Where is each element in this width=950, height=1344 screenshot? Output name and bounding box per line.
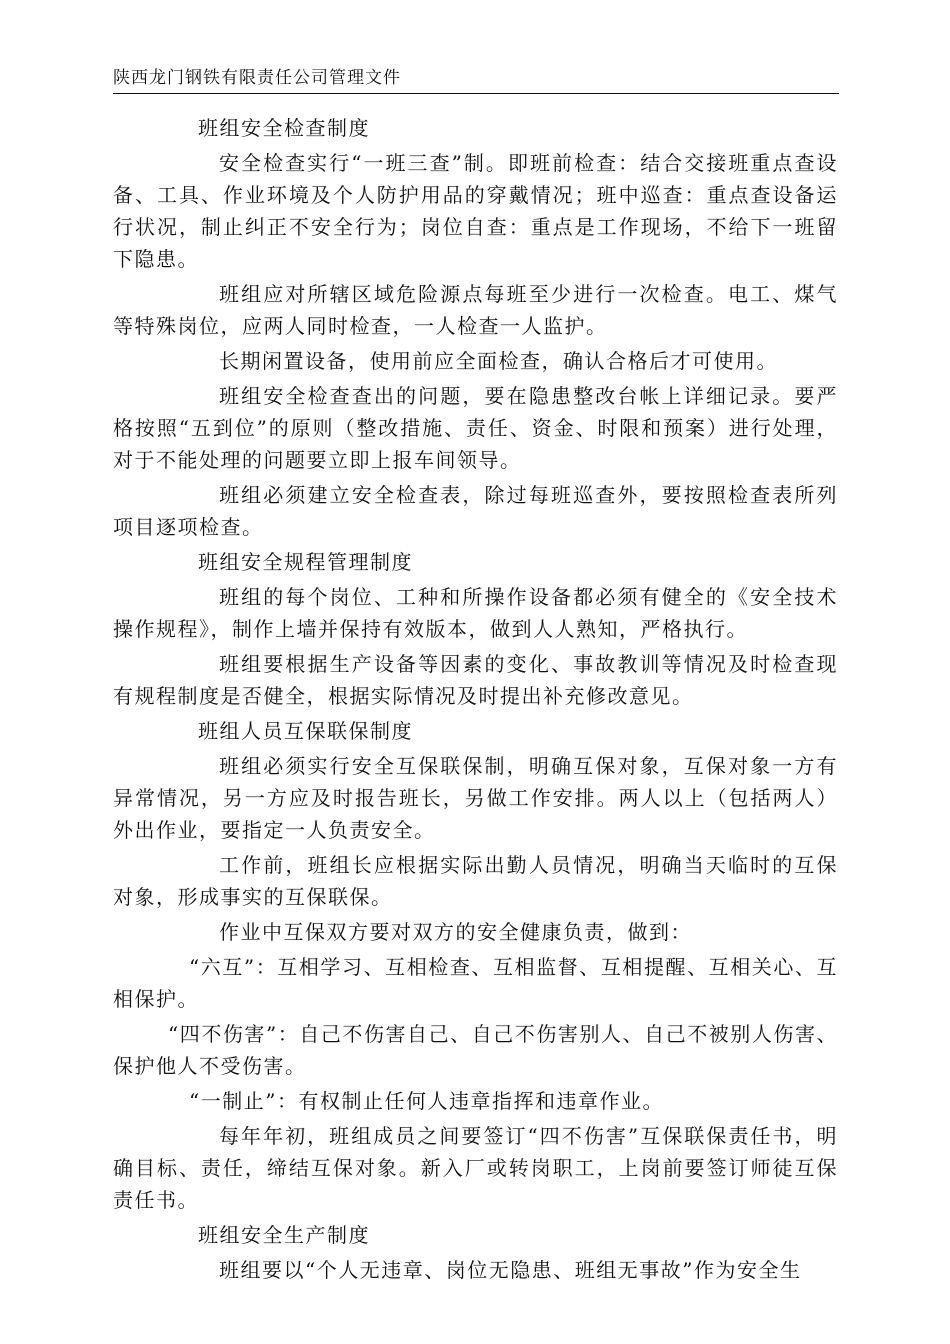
paragraph: 长期闲置设备，使用前应全面检查，确认合格后才可使用。 (219, 349, 778, 373)
paragraph: 班组安全检查查出的问题，要在隐患整改台帐上详细记录。要严格按照“五到位”的原则（整改措施、责任、资金、时限和预案）进行处理，对于不能处理的问题要立即上报车间领导。 (113, 384, 838, 472)
section-heading-safety-rules: 班组安全规程管理制度 (198, 550, 413, 574)
paragraph: 班组必须实行安全互保联保制，明确互保对象，互保对象一方有异常情况，另一方应及时报告班长，另做工作安排。两人以上（包括两人）外出作业，要指定一人负责安全。 (113, 754, 838, 842)
document-body (113, 112, 838, 1289)
section-heading-mutual-protection: 班组人员互保联保制度 (198, 719, 413, 743)
paragraph: 班组必须建立安全检查表，除过每班巡查外，要按照检查表所列项目逐项检查。 (113, 483, 838, 539)
section-heading-safe-production: 班组安全生产制度 (198, 1223, 370, 1247)
paragraph: 班组应对所辖区域危险源点每班至少进行一次检查。电工、煤气等特殊岗位，应两人同时检查，一人检查一人监护。 (113, 282, 838, 338)
header-divider (113, 93, 839, 94)
paragraph: “六互”：互相学习、互相检查、互相监督、互相提醒、互相关心、互相保护。 (113, 955, 838, 1011)
paragraph: “四不伤害”：自己不伤害自己、自己不伤害别人、自己不被别人伤害、保护他人不受伤害。 (113, 1022, 838, 1078)
paragraph: 作业中互保双方要对双方的安全健康负责，做到： (219, 920, 692, 944)
paragraph: “一制止”：有权制止任何人违章指挥和违章作业。 (189, 1089, 664, 1113)
paragraph: 班组要根据生产设备等因素的变化、事故教训等情况及时检查现有规程制度是否健全，根据实际情况及时提出补充修改意见。 (113, 652, 838, 708)
document-header: 陕西龙门钢铁有限责任公司管理文件 (113, 68, 401, 88)
paragraph: 班组要以“个人无违章、岗位无隐患、班组无事故”作为安全生 (219, 1258, 802, 1282)
paragraph: 每年年初，班组成员之间要签订“四不伤害”互保联保责任书，明确目标、责任，缔结互保对象。新入厂或转岗职工，上岗前要签订师徒互保责任书。 (113, 1124, 838, 1212)
section-heading-safety-inspection: 班组安全检查制度 (198, 116, 370, 140)
paragraph: 安全检查实行“一班三查”制。即班前检查：结合交接班重点查设备、工具、作业环境及个人防护用品的穿戴情况；班中巡查：重点查设备运行状况，制止纠正不安全行为；岗位自查：重点是工作现场，不给下一班留下隐患。 (113, 151, 838, 271)
paragraph: 工作前，班组长应根据实际出勤人员情况，明确当天临时的互保对象，形成事实的互保联保。 (113, 853, 838, 909)
paragraph: 班组的每个岗位、工种和所操作设备都必须有健全的《安全技术操作规程》，制作上墙并保持有效版本，做到人人熟知，严格执行。 (113, 585, 838, 641)
